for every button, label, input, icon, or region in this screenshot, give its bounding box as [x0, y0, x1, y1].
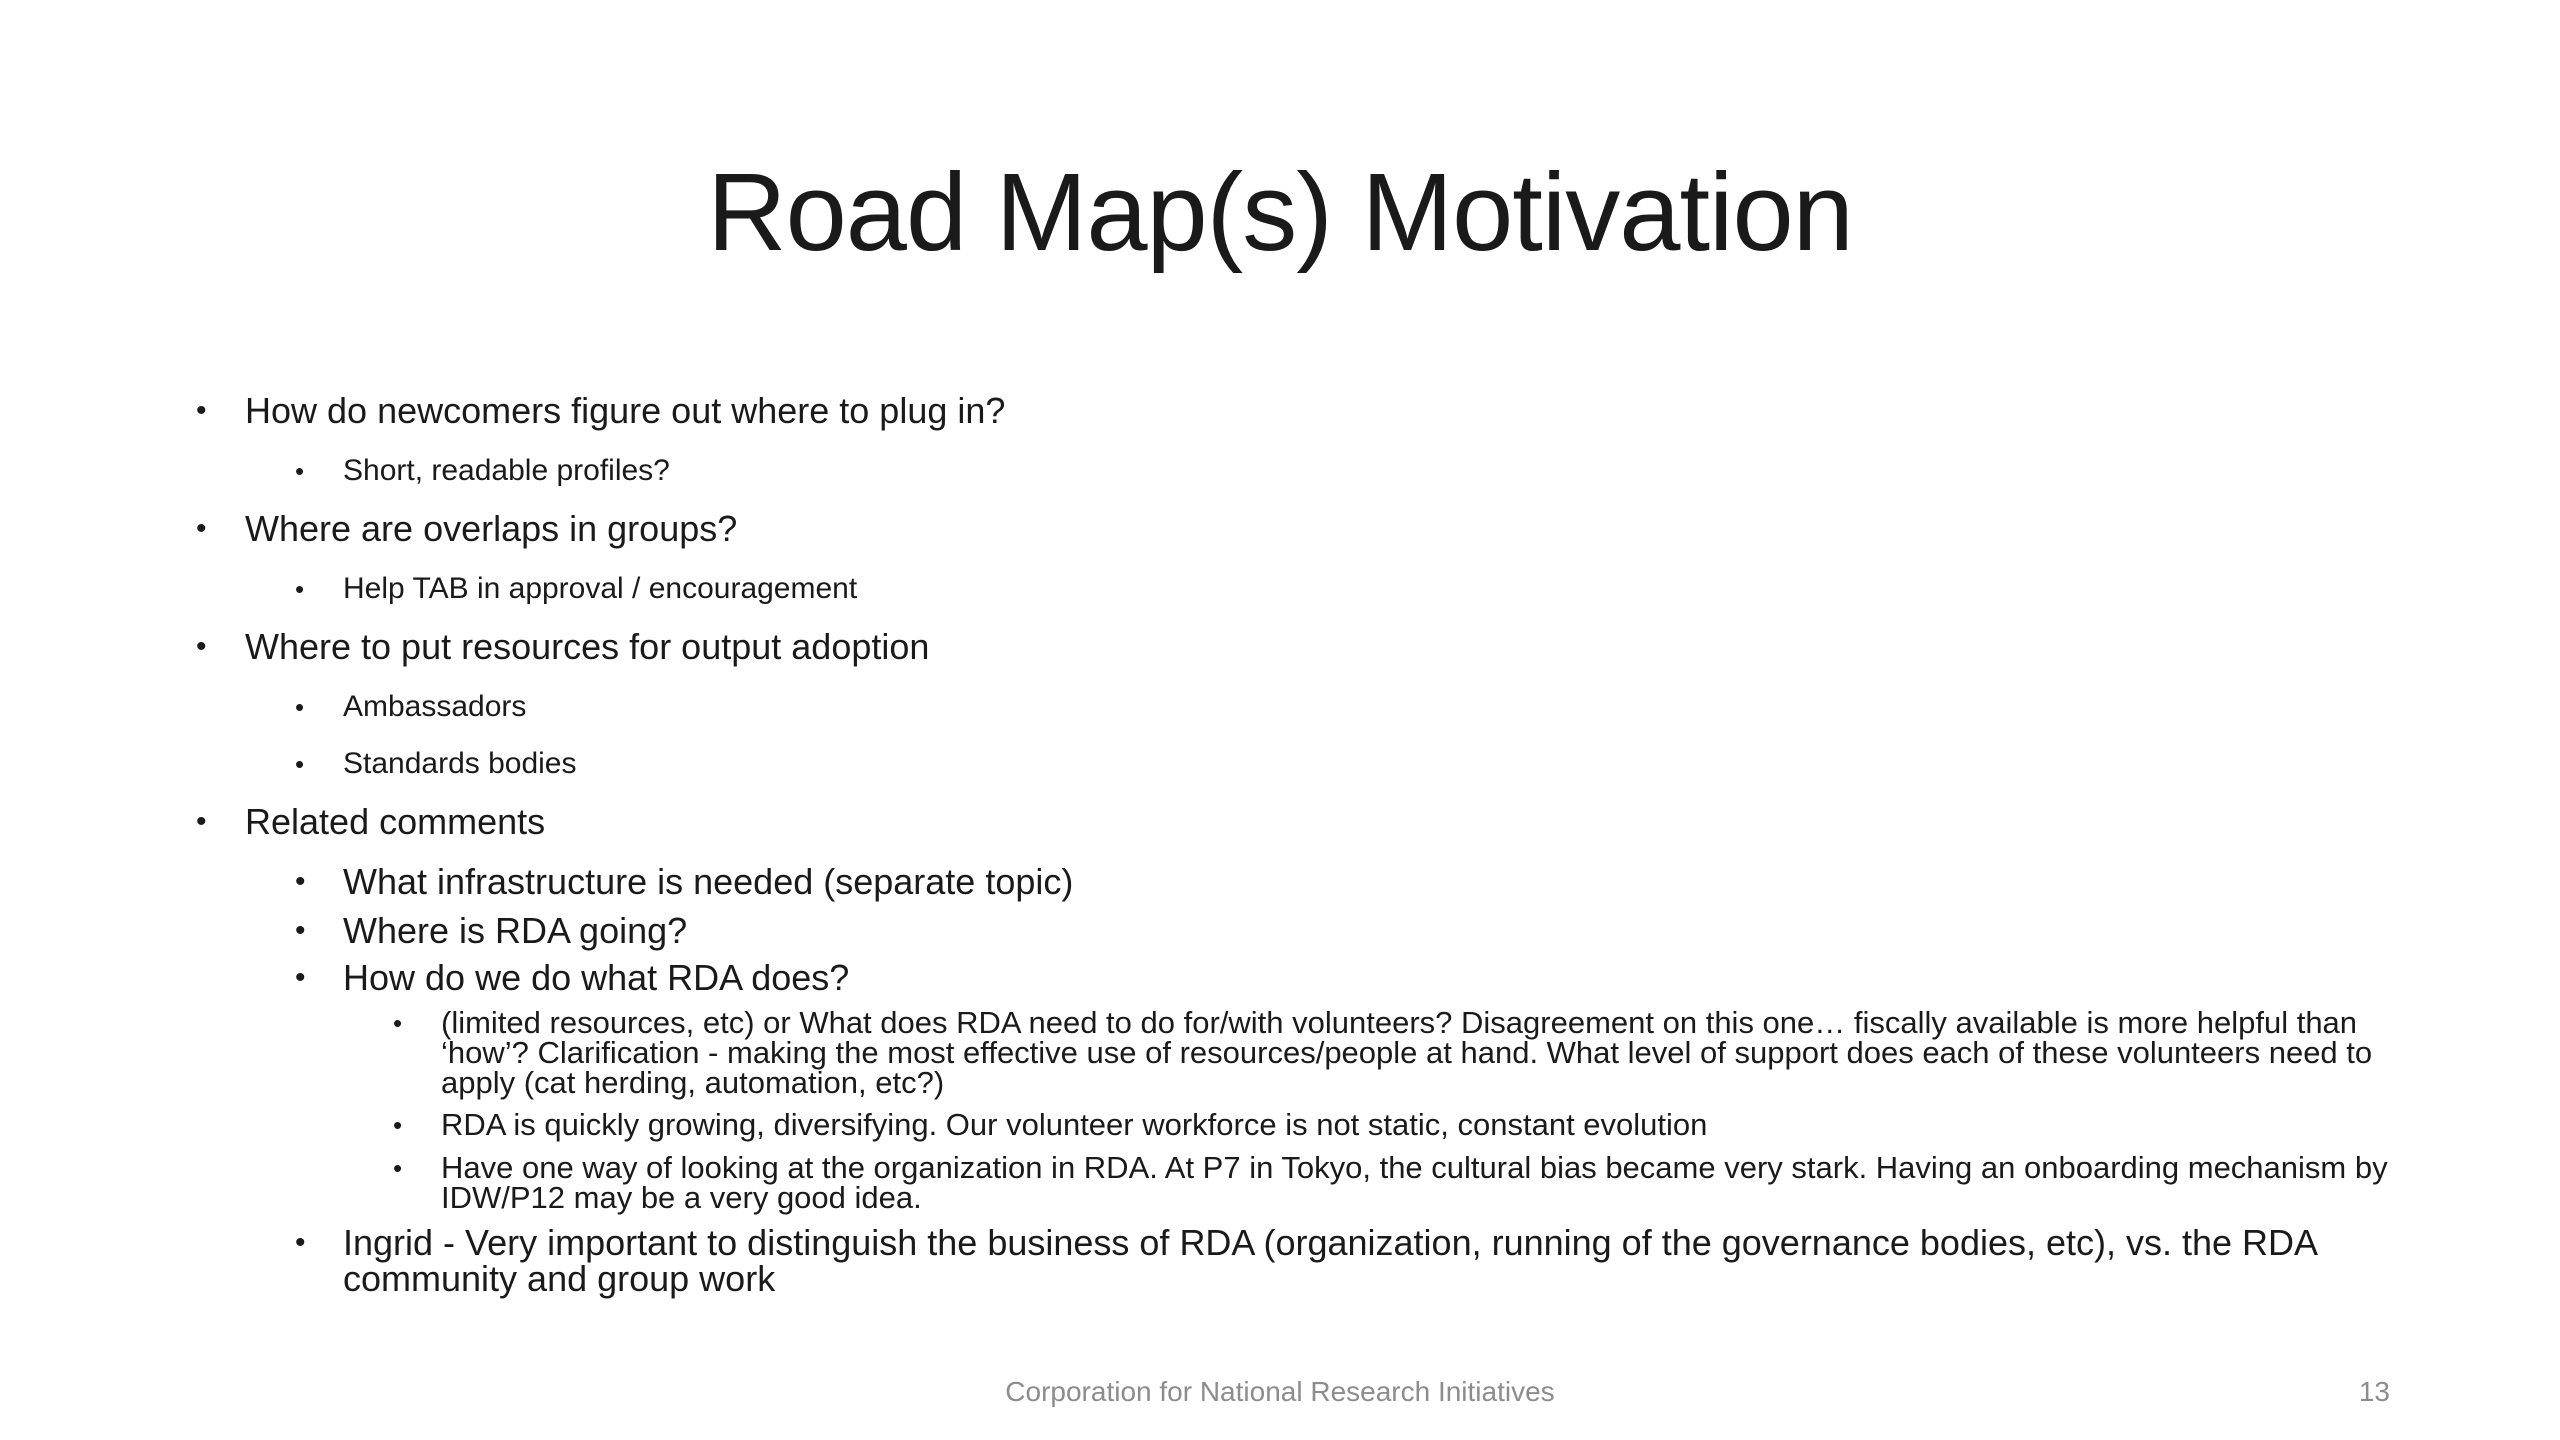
bullet-text: Ambassadors — [343, 690, 527, 723]
bullet-text: Short, readable profiles? — [343, 454, 670, 487]
bullet-icon: • — [196, 805, 207, 838]
bullet-icon: • — [393, 1110, 403, 1140]
bullet-text: Where are overlaps in groups? — [245, 508, 738, 549]
bullet-item — [295, 861, 1074, 902]
bullet-icon: • — [295, 865, 306, 898]
bullet-text: What infrastructure is needed (separate topic) — [343, 861, 1074, 902]
bullet-item — [393, 1150, 2391, 1215]
bullet-text: RDA is quickly growing, diversifying. Our volunteer workforce is not static, constant evolution — [441, 1107, 1708, 1142]
bullet-icon: • — [196, 394, 207, 427]
bullet-text: Have one way of looking at the organization in RDA. At P7 in Tokyo, the cultural bias became very stark. Having an onboarding mechanism by IDW/P12 may be a very good idea. — [441, 1150, 2388, 1215]
bullet-text: How do newcomers figure out where to plug in? — [245, 390, 1006, 431]
bullet-text: Where to put resources for output adoption — [245, 626, 930, 667]
bullet-item — [295, 910, 688, 951]
bullet-item — [295, 452, 670, 490]
bullet-item — [295, 745, 577, 783]
bullet-item — [295, 570, 858, 608]
bullet-text: Related comments — [245, 801, 546, 842]
bullet-icon: • — [295, 456, 305, 486]
bullet-icon: • — [393, 1153, 403, 1183]
bullet-item — [196, 389, 1006, 433]
bullet-icon: • — [295, 1226, 306, 1259]
bullet-item — [295, 688, 527, 726]
bullet-text: Ingrid - Very important to distinguish the business of RDA (organization, running of the governance bodies, etc), vs. the RDA community and group work — [343, 1222, 2317, 1299]
bullet-icon: • — [295, 692, 305, 722]
bullet-item — [295, 1222, 2393, 1299]
bullet-text: How do we do what RDA does? — [343, 957, 850, 998]
bullet-icon: • — [196, 512, 207, 545]
bullet-item — [393, 1107, 1708, 1142]
slide-footer: Corporation for National Research Initiatives — [1005, 1376, 1555, 1407]
bullet-text: Where is RDA going? — [343, 910, 688, 951]
bullet-item — [196, 800, 546, 844]
bullet-item — [393, 1005, 2391, 1100]
bullet-icon: • — [295, 574, 305, 604]
bullet-icon: • — [196, 630, 207, 663]
bullet-item — [196, 625, 930, 669]
bullet-icon: • — [295, 914, 306, 947]
slide-title: Road Map(s) Motivation — [707, 151, 1853, 274]
bullet-text: (limited resources, etc) or What does RDA need to do for/with volunteers? Disagreement on this one… fiscally available is more helpful than ‘how’? Clarification - making the most effective use of resources/people at hand. What level of support does each of these volunteers need to apply (cat herding, automation, etc?) — [441, 1005, 2373, 1100]
bullet-item — [295, 957, 850, 998]
page-number: 13 — [2358, 1376, 2390, 1407]
bullet-icon: • — [295, 961, 306, 994]
bullet-text: Standards bodies — [343, 747, 577, 780]
bullet-icon: • — [393, 1008, 403, 1038]
bullet-text: Help TAB in approval / encouragement — [343, 572, 858, 605]
bullet-item — [196, 507, 738, 551]
bullet-icon: • — [295, 749, 305, 779]
